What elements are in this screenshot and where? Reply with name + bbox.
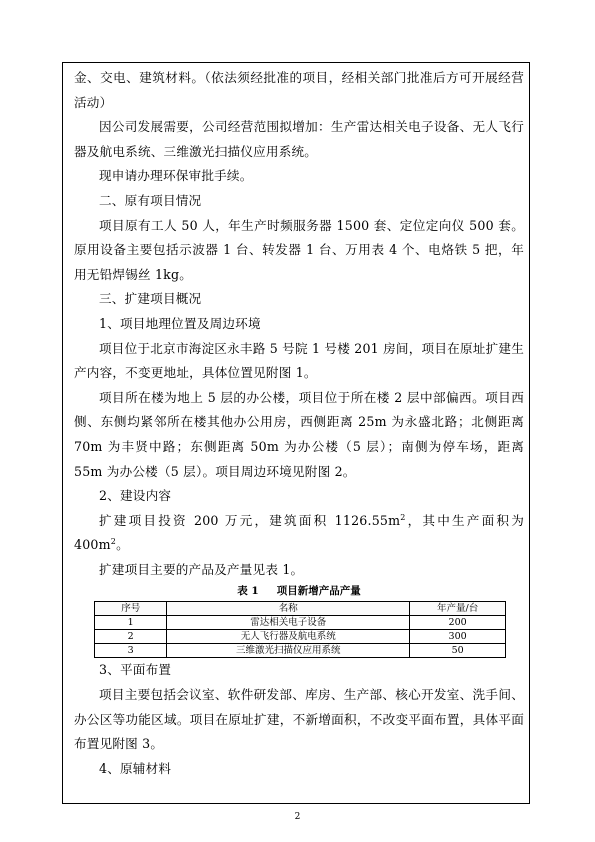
- table-row: [95, 616, 506, 630]
- heading-original-project: 二、原有项目情况: [99, 192, 202, 208]
- cell-output: 200: [410, 616, 506, 630]
- paragraph-application: 现申请办理环保审批手续。: [99, 168, 253, 184]
- col-header-index: 序号: [95, 602, 167, 616]
- col-header-name: 名称: [167, 602, 410, 616]
- cell-index: 2: [95, 630, 167, 644]
- superscript-a: 2: [400, 512, 406, 522]
- paragraph-investment: [74, 509, 524, 558]
- cell-name: 三维激光扫描仪应用系统: [167, 644, 410, 658]
- heading-layout: 3、平面布置: [99, 662, 172, 678]
- investment-text-b: ，其中生产面积为 400m: [74, 512, 524, 553]
- investment-text-a: 扩建项目投资 200 万元，建筑面积 1126.55m: [99, 512, 401, 528]
- table-row: [95, 644, 506, 658]
- paragraph-table-ref: 扩建项目主要的产品及产量见表 1。: [99, 561, 304, 577]
- heading-construction: 2、建设内容: [99, 488, 172, 504]
- cell-name: 雷达相关电子设备: [167, 616, 410, 630]
- superscript-b: 2: [110, 537, 117, 547]
- table-caption: [74, 584, 524, 598]
- document-body: [74, 66, 524, 781]
- cell-index: 1: [95, 616, 167, 630]
- paragraph-surroundings: 项目所在楼为地上 5 层的办公楼，项目位于所在楼 2 层中部偏西。项目西侧、东侧均紧邻所在楼其他办公用房，西侧距离 25m 为永盛北路；北侧距离 70m 为丰贤中路；东侧距离 50m 为办公楼（5 层）；南侧为停车场，距离 55m 为办公楼（5 层）。项目周边环境见附图 2。: [74, 389, 524, 479]
- col-header-output: 年产量/台: [410, 602, 506, 616]
- product-table: [94, 601, 506, 658]
- cell-output: 50: [410, 644, 506, 658]
- paragraph-business-scope-tail: 金、交电、建筑材料。（依法须经批准的项目，经相关部门批准后方可开展经营活动）: [74, 70, 524, 110]
- paragraph-scope-expansion: 因公司发展需要，公司经营范围拟增加：生产雷达相关电子设备、无人飞行器及航电系统、三维激光扫描仪应用系统。: [74, 119, 524, 159]
- paragraph-layout: 项目主要包括会议室、软件研发部、库房、生产部、核心开发室、洗手间、办公区等功能区域。项目在原址扩建，不新增面积，不改变平面布置，具体平面布置见附图 3。: [74, 687, 524, 752]
- cell-name: 无人飞行器及航电系统: [167, 630, 410, 644]
- paragraph-location: 项目位于北京市海淀区永丰路 5 号院 1 号楼 201 房间，项目在原址扩建生产内容，不变更地址，具体位置见附图 1。: [74, 340, 524, 381]
- table-caption-number: 表 1: [237, 585, 259, 598]
- heading-expansion-overview: 三、扩建项目概况: [99, 291, 202, 307]
- paragraph-original-project: 项目原有工人 50 人，年生产时频服务器 1500 套、定位定向仪 500 套。原用设备主要包括示波器 1 台、转发器 1 台、万用表 4 个、电烙铁 5 把，年用无铅焊锡丝 1kg。: [74, 217, 524, 282]
- table-header-row: [95, 602, 506, 616]
- table-row: [95, 630, 506, 644]
- cell-index: 3: [95, 644, 167, 658]
- investment-text-c: 。: [116, 537, 129, 553]
- page-number: 2: [294, 812, 301, 822]
- cell-output: 300: [410, 630, 506, 644]
- heading-materials: 4、原辅材料: [99, 760, 172, 776]
- heading-location: 1、项目地理位置及周边环境: [99, 315, 261, 331]
- table-caption-title: 项目新增产品产量: [276, 585, 361, 598]
